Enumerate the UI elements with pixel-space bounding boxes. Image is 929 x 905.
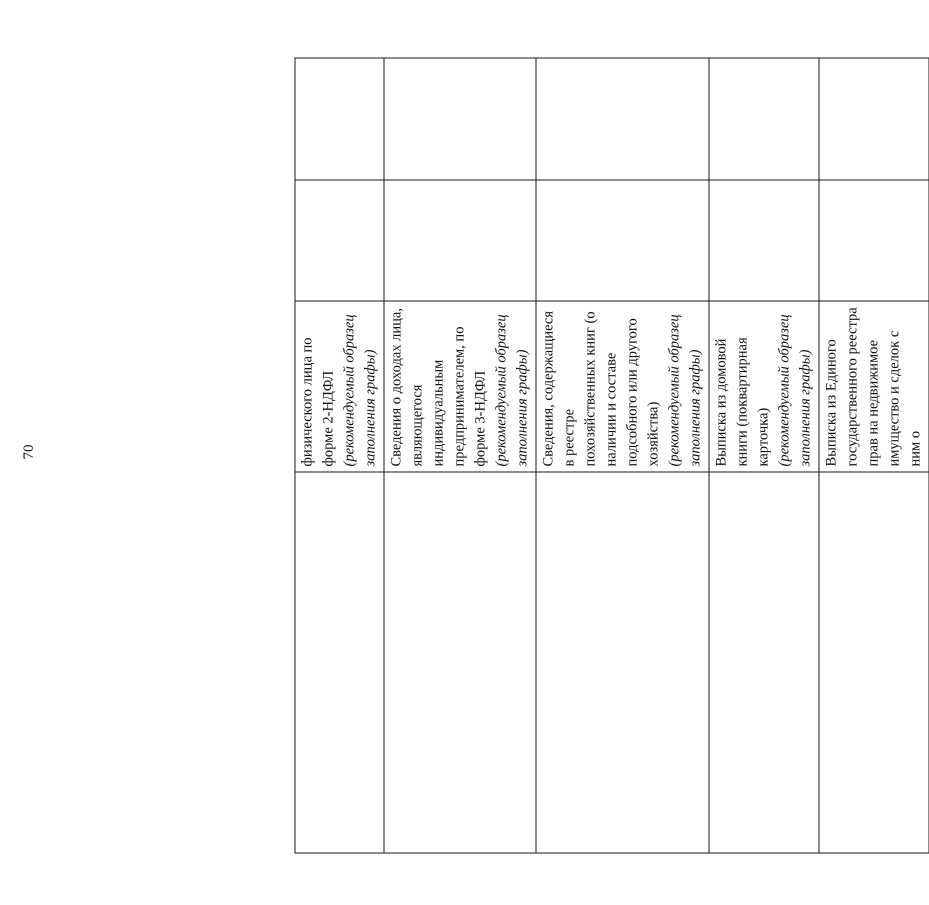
document-name: Выписка из Единого государственного реестра прав на недвижимое имущество и сделок с ним о	[823, 306, 923, 466]
table-cell-left	[536, 472, 709, 853]
document-name: Сведения о доходах лица, являющегося индивидуальным предпринимателем, по форме 3-НДФЛ	[388, 307, 488, 466]
document-name: физического лица по форме 2-НДФЛ	[299, 336, 336, 466]
table-cell	[536, 58, 709, 180]
document-cell	[709, 301, 819, 472]
table-row	[384, 58, 536, 853]
table-cell	[819, 180, 929, 301]
table-cell	[536, 180, 709, 301]
sample-note: (рекомендуемый образец заполнения графы)	[666, 313, 703, 466]
table-row	[536, 58, 709, 853]
table-row	[709, 58, 819, 853]
table-cell-left	[709, 472, 819, 853]
table-cell	[709, 180, 819, 301]
table-cell	[295, 58, 384, 180]
document-name: Выписка из домовой книги (поквартирная карточка)	[713, 336, 771, 466]
document-cell	[536, 301, 709, 472]
table-cell-left	[384, 472, 536, 853]
document-cell	[295, 301, 384, 472]
table-cell-left	[819, 472, 929, 853]
table-cell	[709, 58, 819, 180]
table-cell	[384, 180, 536, 301]
table-cell	[295, 180, 384, 301]
sample-note: (рекомендуемый образец заполнения графы)	[341, 313, 378, 466]
table-cell	[819, 58, 929, 180]
document-cell	[819, 301, 929, 472]
sample-note: (рекомендуемый образец заполнения графы)	[776, 313, 813, 466]
documents-table	[294, 57, 929, 853]
table-row	[295, 58, 384, 853]
page-number: 70	[21, 444, 37, 460]
table-cell-left	[295, 472, 384, 853]
table-row	[819, 58, 929, 853]
document-cell	[384, 301, 536, 472]
table-cell	[384, 58, 536, 180]
document-name: Сведения, содержащиеся в реестре похозяйственных книг (о наличии и составе подсобного или другого хозяйства)	[540, 310, 661, 466]
documents-table-rotated	[294, 58, 923, 853]
sample-note: (рекомендуемый образец заполнения графы)	[493, 313, 530, 466]
